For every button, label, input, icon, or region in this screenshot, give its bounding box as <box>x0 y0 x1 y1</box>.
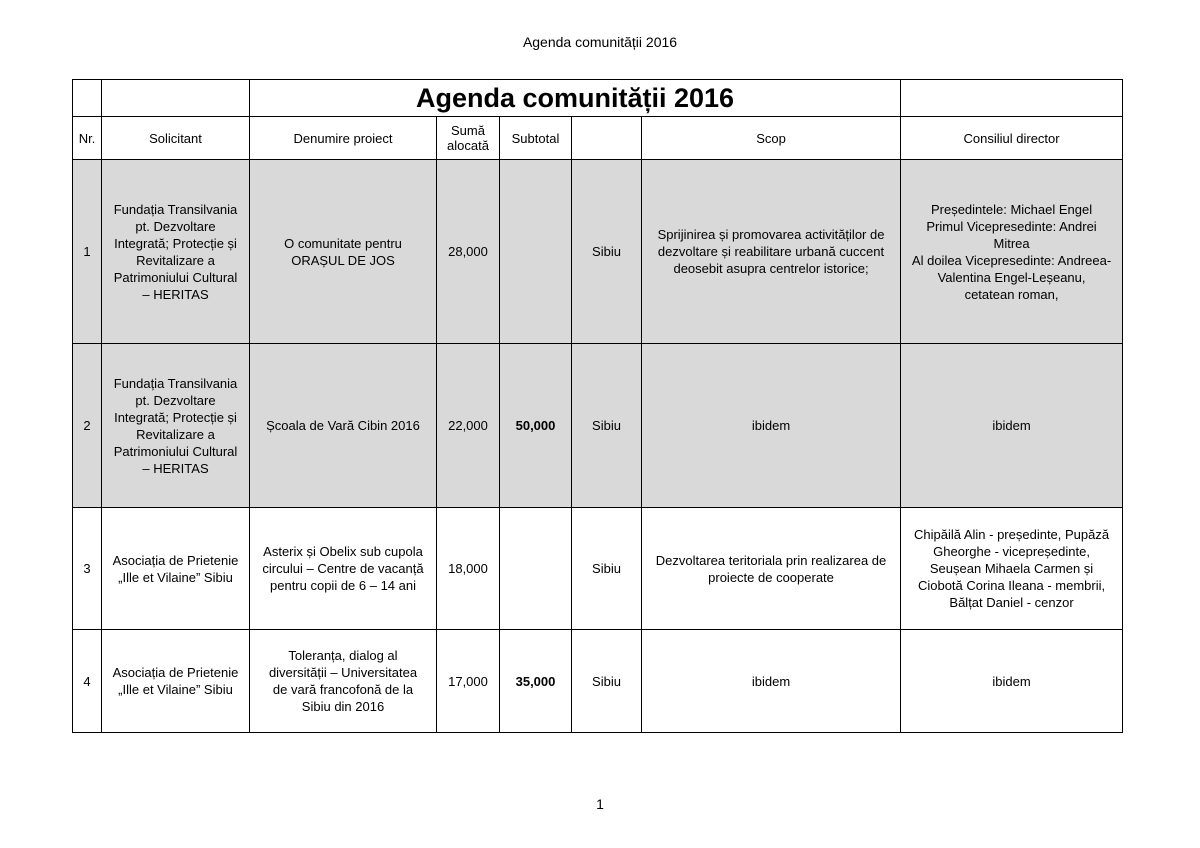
cell-locatie: Sibiu <box>572 630 642 733</box>
cell-consiliu <box>901 160 1123 344</box>
cell-consiliu <box>901 508 1123 630</box>
cell-solicitant <box>102 508 250 630</box>
cell-scop <box>642 508 901 630</box>
cell-text-line: Sprijinirea și promovarea activităților de <box>657 227 885 242</box>
table-row <box>73 630 1123 733</box>
cell-text-line: cetatean roman, <box>964 286 1059 302</box>
cell-text-line: diversității – Universitatea <box>268 665 418 680</box>
cell-denumire <box>250 630 437 733</box>
cell-text-line: deosebit asupra centrelor istorice; <box>673 261 869 276</box>
cell-solicitant <box>102 630 250 733</box>
cell-text-line: pt. Dezvoltare <box>135 218 216 234</box>
cell-text-line: Valentina Engel-Leșeanu, <box>937 269 1086 285</box>
cell-solicitant <box>102 160 250 344</box>
cell-text-line: dezvoltare și reabilitare urbană cuccent <box>657 244 885 259</box>
cell-denumire <box>250 160 437 344</box>
cell-text-line: circului – Centre de vacanță <box>262 561 424 576</box>
cell-text-line: Fundația Transilvania <box>113 201 238 217</box>
cell-nr: 3 <box>73 508 102 630</box>
cell-suma: 28,000 <box>437 160 500 344</box>
cell-text-line: Bălțat Daniel - cenzor <box>949 595 1074 610</box>
cell-text-line: „Ille et Vilaine” Sibiu <box>118 682 233 697</box>
cell-text-line: Patrimoniului Cultural <box>113 443 238 459</box>
cell-text-line: Ciobotă Corina Ileana - membrii, <box>917 578 1106 593</box>
cell-suma: 17,000 <box>437 630 500 733</box>
cell-text-line: Școala de Vară Cibin 2016 <box>266 418 420 433</box>
cell-text-line: Asociația de Prietenie <box>112 552 239 568</box>
header-denumire: Denumire proiect <box>250 117 437 160</box>
cell-text-line: Primul Vicepresedinte: Andrei <box>926 218 1097 234</box>
header-nr: Nr. <box>73 117 102 160</box>
cell-scop <box>642 344 901 508</box>
cell-scop <box>642 630 901 733</box>
cell-text-line: – HERITAS <box>142 286 209 302</box>
agenda-table <box>72 79 1123 733</box>
cell-text-line: Toleranța, dialog al <box>288 648 398 663</box>
page-number: 1 <box>596 796 604 812</box>
cell-denumire <box>250 508 437 630</box>
header-suma-line: Sumă <box>451 123 485 138</box>
cell-text-line: Dezvoltarea teritoriala prin realizarea de <box>655 552 887 568</box>
cell-text-line: Revitalizare a <box>136 252 215 268</box>
cell-text-line: proiecte de cooperate <box>708 569 834 585</box>
cell-suma: 22,000 <box>437 344 500 508</box>
cell-subtotal: 50,000 <box>500 344 572 508</box>
cell-nr: 4 <box>73 630 102 733</box>
cell-text-line: O comunitate pentru <box>284 235 402 251</box>
cell-subtotal <box>500 508 572 630</box>
header-locatie <box>572 117 642 160</box>
table-row <box>73 508 1123 630</box>
cell-text-line: ibidem <box>992 673 1031 689</box>
cell-text-line: – HERITAS <box>142 460 209 476</box>
title-empty-cell <box>901 80 1123 117</box>
cell-consiliu <box>901 344 1123 508</box>
cell-text-line: ibidem <box>751 418 791 433</box>
cell-text-line: Sibiu din 2016 <box>301 699 385 714</box>
cell-text-line: Fundația Transilvania <box>113 375 238 391</box>
page-header: Agenda comunității 2016 <box>522 34 678 50</box>
cell-subtotal <box>500 160 572 344</box>
cell-text-line: Mitrea <box>993 235 1030 251</box>
cell-text-line: Integrată; Protecție și <box>114 235 237 251</box>
cell-nr: 1 <box>73 160 102 344</box>
header-row <box>73 117 1123 160</box>
cell-text-line: Chipăilă Alin - președinte, Pupăză <box>913 527 1110 542</box>
cell-text-line: „Ille et Vilaine” Sibiu <box>118 569 233 585</box>
table-title: Agenda comunității 2016 <box>250 80 901 117</box>
cell-text-line: Integrată; Protecție și <box>114 409 237 425</box>
header-solicitant: Solicitant <box>102 117 250 160</box>
header-consiliu: Consiliul director <box>901 117 1123 160</box>
cell-nr: 2 <box>73 344 102 508</box>
cell-text-line: Seușean Mihaela Carmen și <box>929 561 1094 576</box>
cell-text-line: Președintele: Michael Engel <box>930 201 1093 217</box>
header-subtotal: Subtotal <box>500 117 572 160</box>
cell-locatie: Sibiu <box>572 344 642 508</box>
title-empty-cell <box>73 80 102 117</box>
title-row <box>73 80 1123 117</box>
cell-subtotal: 35,000 <box>500 630 572 733</box>
title-empty-cell <box>102 80 250 117</box>
cell-suma: 18,000 <box>437 508 500 630</box>
cell-locatie: Sibiu <box>572 508 642 630</box>
cell-text-line: Asociația de Prietenie <box>112 665 239 680</box>
cell-text-line: pt. Dezvoltare <box>135 392 216 408</box>
cell-text-line: Revitalizare a <box>136 426 215 442</box>
header-scop: Scop <box>642 117 901 160</box>
cell-text-line: de vară francofonă de la <box>272 682 414 697</box>
cell-text-line: Asterix și Obelix sub cupola <box>263 544 423 559</box>
cell-text-line: Gheorghe - vicepreședinte, <box>933 544 1090 559</box>
cell-text-line: pentru copii de 6 – 14 ani <box>270 578 416 593</box>
cell-text-line: ORAȘUL DE JOS <box>291 252 395 268</box>
cell-text-line: Patrimoniului Cultural <box>113 269 238 285</box>
table-row <box>73 160 1123 344</box>
cell-solicitant <box>102 344 250 508</box>
cell-denumire <box>250 344 437 508</box>
cell-text-line: Al doilea Vicepresedinte: Andreea- <box>911 252 1112 268</box>
cell-scop <box>642 160 901 344</box>
cell-locatie: Sibiu <box>572 160 642 344</box>
table-row <box>73 344 1123 508</box>
cell-consiliu <box>901 630 1123 733</box>
cell-text-line: ibidem <box>992 418 1031 433</box>
header-suma-line: alocată <box>447 138 489 153</box>
cell-text-line: ibidem <box>751 673 791 689</box>
header-suma <box>437 117 500 160</box>
